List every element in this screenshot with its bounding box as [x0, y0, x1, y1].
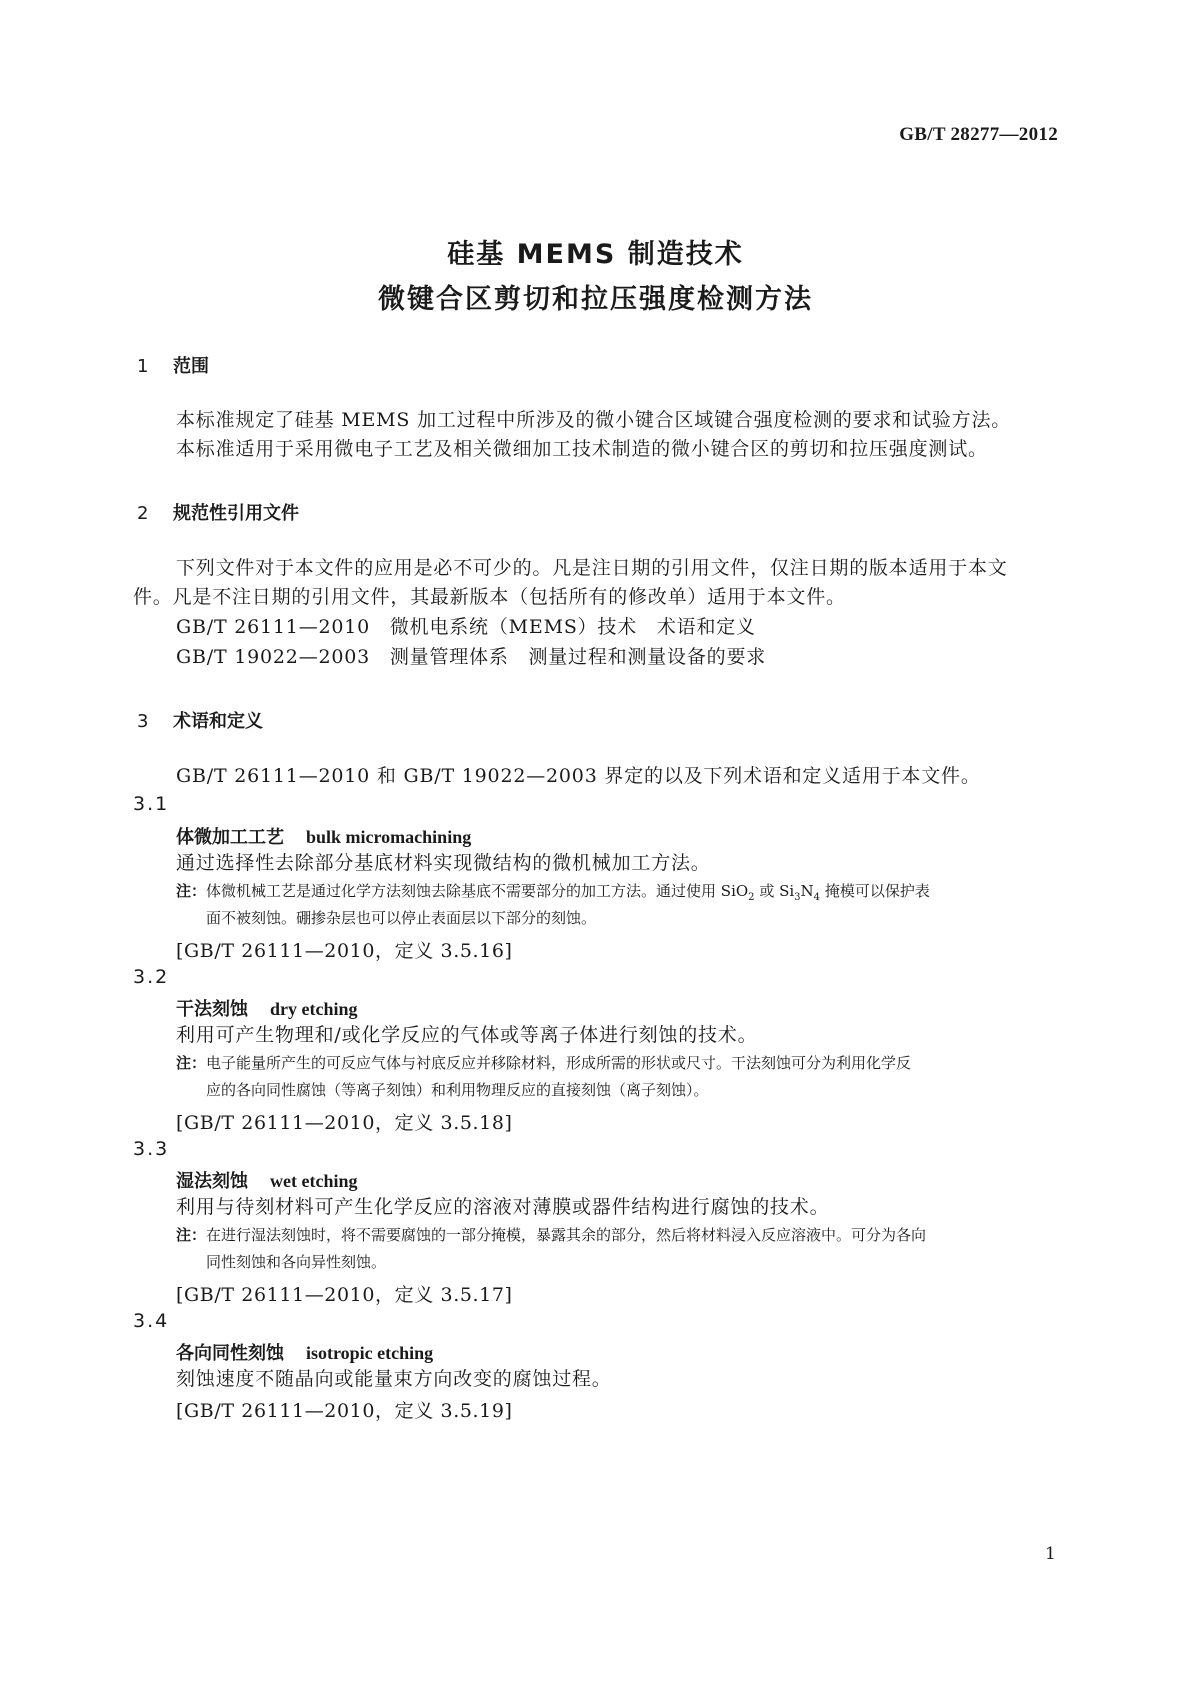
term-source: [GB/T 26111—2010，定义 3.5.19]: [176, 1400, 513, 1422]
term-definition: 利用与待刻材料可产生化学反应的溶液对薄膜或器件结构进行腐蚀的技术。: [176, 1196, 830, 1218]
section-3-heading: [137, 707, 263, 733]
subscript: 4: [813, 892, 821, 903]
note-text: 体微机械工艺是通过化学方法刻蚀去除基底不需要部分的加工方法。通过使用 SiO: [206, 882, 749, 900]
note-label: 注：: [176, 1054, 207, 1072]
clause-number: 3.3: [133, 1138, 170, 1160]
normative-reference: GB/T 19022—2003 测量管理体系 测量过程和测量设备的要求: [176, 646, 767, 668]
clause-number: 3.4: [133, 1310, 170, 1332]
paragraph: 下列文件对于本文件的应用是必不可少的。凡是注日期的引用文件，仅注日期的版本适用于本文: [176, 557, 1008, 579]
term-heading: [176, 1167, 357, 1193]
section-title: 术语和定义: [173, 711, 263, 732]
note-text: 在进行湿法刻蚀时，将不需要腐蚀的一部分掩模，暴露其余的部分，然后将材料浸入反应溶液中。可分为各向: [206, 1226, 927, 1244]
term-note: [176, 1053, 911, 1073]
paragraph: GB/T 26111—2010 和 GB/T 19022—2003 界定的以及下列术语和定义适用于本文件。: [176, 765, 981, 787]
section-number: 1: [137, 356, 149, 377]
normative-reference: GB/T 26111—2010 微机电系统（MEMS）技术 术语和定义: [176, 616, 756, 638]
title-line-2: 微键合区剪切和拉压强度检测方法: [378, 284, 813, 315]
term-heading: [176, 823, 471, 849]
section-number: 2: [137, 503, 149, 524]
term-en: wet etching: [270, 1171, 358, 1191]
term-definition: 刻蚀速度不随晶向或能量束方向改变的腐蚀过程。: [176, 1368, 612, 1390]
section-title: 规范性引用文件: [173, 503, 299, 524]
term-definition: 通过选择性去除部分基底材料实现微结构的微机械加工方法。: [176, 852, 711, 874]
term-heading: [176, 1339, 433, 1365]
term-note: [176, 1225, 926, 1245]
clause-number: 3.2: [133, 966, 170, 988]
term-note-continued: 面不被刻蚀。硼掺杂层也可以停止表面层以下部分的刻蚀。: [206, 909, 597, 927]
page-number: 1: [1045, 1544, 1056, 1564]
term-source: [GB/T 26111—2010，定义 3.5.16]: [176, 940, 513, 962]
clause-number: 3.1: [133, 793, 170, 815]
note-label: 注：: [176, 1226, 207, 1244]
term-definition: 利用可产生物理和/或化学反应的气体或等离子体进行刻蚀的技术。: [176, 1024, 758, 1046]
subscript: 2: [748, 892, 755, 903]
section-number: 3: [137, 711, 149, 732]
term-en: isotropic etching: [306, 1343, 434, 1363]
term-zh: 干法刻蚀: [176, 999, 248, 1020]
paragraph: 件。凡是不注日期的引用文件，其最新版本（包括所有的修改单）适用于本文件。: [133, 586, 846, 608]
term-en: dry etching: [270, 999, 358, 1019]
title-line-1: 硅基 MEMS 制造技术: [447, 239, 744, 270]
standard-code: GB/T 28277—2012: [899, 124, 1058, 145]
note-text: 或 Si: [754, 882, 795, 900]
term-zh: 各向同性刻蚀: [176, 1343, 284, 1364]
paragraph: 本标准规定了硅基 MEMS 加工过程中所涉及的微小键合区域键合强度检测的要求和试验方法。: [176, 409, 1012, 431]
note-text: 电子能量所产生的可反应气体与衬底反应并移除材料，形成所需的形状或尺寸。干法刻蚀可分为利用化学反: [206, 1054, 912, 1072]
term-en: bulk micromachining: [306, 827, 472, 847]
term-note: [176, 881, 930, 908]
term-zh: 湿法刻蚀: [176, 1171, 248, 1192]
section-2-heading: [137, 499, 299, 525]
term-note-continued: 同性刻蚀和各向异性刻蚀。: [206, 1253, 387, 1271]
note-text: N: [800, 882, 814, 900]
note-label: 注：: [176, 882, 207, 900]
note-text: 掩模可以保护表: [820, 882, 930, 900]
term-note-continued: 应的各向同性腐蚀（等离子刻蚀）和利用物理反应的直接刻蚀（离子刻蚀）。: [206, 1081, 709, 1099]
term-source: [GB/T 26111—2010，定义 3.5.17]: [176, 1284, 513, 1306]
term-heading: [176, 995, 358, 1021]
subscript: 3: [794, 892, 801, 903]
section-title: 范围: [173, 356, 209, 377]
term-zh: 体微加工工艺: [176, 827, 284, 848]
section-1-heading: [137, 352, 209, 378]
paragraph: 本标准适用于采用微电子工艺及相关微细加工技术制造的微小键合区的剪切和拉压强度测试。: [176, 438, 988, 460]
term-source: [GB/T 26111—2010，定义 3.5.18]: [176, 1112, 513, 1134]
